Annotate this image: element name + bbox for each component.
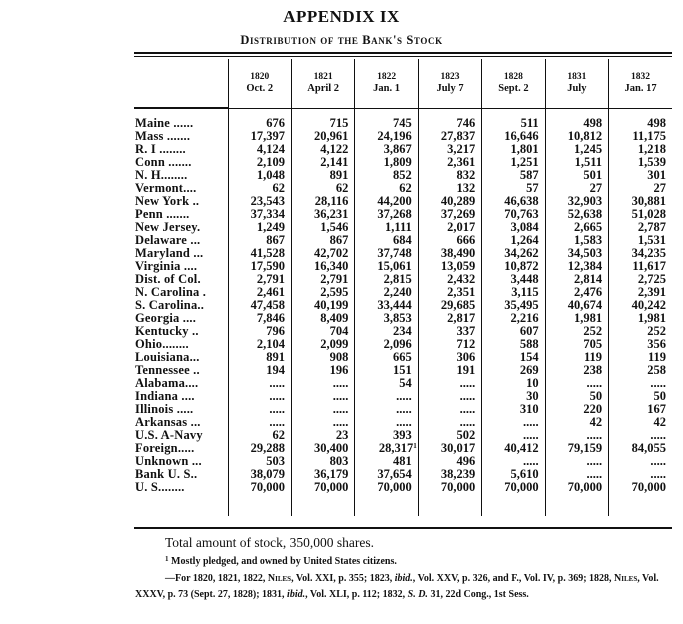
stock-value: 2,141: [320, 155, 349, 169]
stock-value: .....: [650, 454, 666, 468]
state-label: Maine ......: [135, 117, 194, 130]
stock-value: 46,638: [504, 194, 539, 208]
state-label: R. I ........: [135, 143, 186, 156]
stock-value: 29,685: [440, 298, 476, 312]
stock-value: .....: [332, 402, 349, 416]
stock-value: 11,175: [632, 129, 666, 143]
state-label: Conn .......: [135, 156, 192, 169]
state-label: Maryland ...: [135, 247, 204, 260]
stock-value: 40,289: [440, 194, 476, 208]
state-label: Penn .......: [135, 208, 190, 221]
stock-value: .....: [396, 402, 412, 416]
stock-value: 715: [329, 116, 349, 130]
stock-value: 2,791: [320, 272, 349, 286]
stock-value: 891: [329, 168, 349, 182]
stock-value: 511: [520, 116, 539, 130]
stock-value: 7,846: [256, 311, 285, 325]
stock-value: 37,268: [377, 207, 412, 221]
stock-value: 2,791: [256, 272, 285, 286]
stock-value: .....: [332, 376, 349, 390]
stock-value: 41,528: [250, 246, 285, 260]
state-label: Arkansas ...: [135, 416, 201, 429]
stock-value: 24,196: [377, 129, 412, 143]
source-citation-part: Niles: [614, 573, 638, 584]
stock-value: 62: [399, 181, 412, 195]
stock-value: 29,288: [250, 441, 285, 455]
stock-value: .....: [586, 454, 603, 468]
source-citation-part: Niles: [267, 573, 292, 584]
stock-value: 35,495: [504, 298, 539, 312]
stock-value: 301: [647, 168, 666, 182]
stock-value: 8,409: [320, 311, 349, 325]
stock-value: 745: [393, 116, 412, 130]
footnote-1: [165, 556, 397, 567]
stock-value: 2,595: [320, 285, 349, 299]
stock-value: 2,815: [383, 272, 412, 286]
source-citation-part: S. D.: [407, 589, 428, 600]
stock-value: 70,000: [440, 480, 476, 494]
stock-value: 119: [584, 350, 603, 364]
stock-value: 40,412: [504, 441, 539, 455]
stock-value: 12,384: [567, 259, 603, 273]
stock-value: 42: [589, 415, 603, 429]
stock-value: 50: [653, 389, 666, 403]
stock-value: 2,476: [573, 285, 603, 299]
stock-value: 27: [653, 181, 666, 195]
stock-value: 852: [393, 168, 412, 182]
stock-value: 28,317: [378, 441, 414, 455]
stock-value: 27: [589, 181, 603, 195]
stock-value: 151: [393, 363, 412, 377]
stock-value: 4,124: [256, 142, 285, 156]
stock-value: 3,217: [447, 142, 476, 156]
stock-value: 79,159: [567, 441, 603, 455]
stock-value: 167: [647, 402, 666, 416]
table-row: [134, 481, 672, 494]
stock-value: 2,099: [320, 337, 349, 351]
stock-value: 2,351: [447, 285, 476, 299]
stock-value: 588: [519, 337, 539, 351]
stock-value: 196: [329, 363, 349, 377]
column-header: [228, 59, 291, 108]
stock-value: 1,801: [510, 142, 539, 156]
stock-value: 191: [456, 363, 476, 377]
column-header: [609, 59, 672, 108]
stock-value: 2,240: [383, 285, 412, 299]
stock-value: .....: [269, 376, 285, 390]
state-label: Kentucky ..: [135, 325, 199, 338]
padding-cell: [482, 494, 545, 516]
stock-value: 23: [335, 428, 349, 442]
stock-value: 2,104: [256, 337, 285, 351]
stock-value: 30: [526, 389, 539, 403]
stock-value: 57: [526, 181, 539, 195]
appendix-title: APPENDIX IX: [283, 7, 400, 26]
stock-value: 132: [456, 181, 476, 195]
stock-value: 1,249: [256, 220, 285, 234]
column-date: Jan. 1: [373, 83, 400, 95]
stock-value: .....: [396, 415, 412, 429]
stock-value: 796: [266, 324, 285, 338]
state-label: Vermont....: [135, 182, 197, 195]
state-label: U. S........: [135, 481, 185, 494]
stock-value: 52,638: [567, 207, 603, 221]
stock-value: 62: [272, 428, 285, 442]
source-citation-part: , Vol. XXI, p. 355; 1823,: [291, 573, 395, 584]
stock-value: 503: [266, 454, 285, 468]
stock-value: .....: [650, 428, 666, 442]
stock-value: 32,903: [567, 194, 603, 208]
stock-value: 1,981: [637, 311, 666, 325]
separator-cell: [134, 108, 228, 117]
stock-value: 70,000: [250, 480, 285, 494]
state-label: Georgia ....: [135, 312, 197, 325]
stock-value: .....: [332, 415, 349, 429]
stock-value: .....: [650, 376, 666, 390]
column-header: [418, 59, 481, 108]
stock-value-cell: [418, 481, 481, 494]
stock-value: 33,444: [377, 298, 412, 312]
state-label: Dist. of Col.: [135, 273, 201, 286]
stock-value: 51,028: [631, 207, 666, 221]
column-date: April 2: [307, 83, 340, 95]
state-label: Foreign.....: [135, 442, 195, 455]
stock-value: 34,262: [504, 246, 539, 260]
padding-cell: [134, 494, 228, 516]
stock-value: 38,079: [250, 467, 285, 481]
state-label: Alabama....: [135, 377, 199, 390]
column-header: [291, 59, 354, 108]
stock-value: .....: [269, 402, 285, 416]
stock-value: 50: [589, 389, 603, 403]
stock-value: 16,646: [504, 129, 539, 143]
source-citation-part: , Vol. XLI, p. 112; 1832,: [305, 589, 408, 600]
stock-value: 70,000: [567, 480, 603, 494]
stock-value: 496: [456, 454, 476, 468]
stock-value: 154: [519, 350, 539, 364]
stock-value: 891: [266, 350, 285, 364]
top-double-rule: [134, 52, 672, 57]
state-label: Indiana ....: [135, 390, 195, 403]
stock-value: 30,400: [314, 441, 349, 455]
stock-value: 2,665: [573, 220, 603, 234]
stock-value: .....: [269, 415, 285, 429]
footnote-reference: 1: [413, 442, 417, 450]
table-body: [134, 108, 672, 516]
stock-value: 676: [266, 116, 285, 130]
stock-value: 23,543: [250, 194, 285, 208]
stock-value-cell: [291, 481, 354, 494]
stock-value: 803: [329, 454, 349, 468]
stock-value: .....: [586, 428, 603, 442]
column-header: [545, 59, 608, 108]
column-year: 1822: [377, 72, 397, 83]
stock-value: .....: [523, 415, 539, 429]
stock-value: 607: [519, 324, 539, 338]
stock-value: 220: [583, 402, 603, 416]
stock-value: 15,061: [377, 259, 412, 273]
table-subtitle: Distribution of the Bank's Stock: [240, 33, 443, 47]
stock-value: 70,000: [377, 480, 412, 494]
stock-value: 2,096: [383, 337, 412, 351]
source-citation-part: 31, 22d Cong., 1st Sess.: [427, 589, 529, 600]
stock-value: 38,239: [440, 467, 476, 481]
stock-value: 13,059: [440, 259, 476, 273]
stock-value-cell: [482, 481, 545, 494]
bank-stock-table: [134, 59, 672, 516]
stock-value: 30,017: [440, 441, 476, 455]
stock-value: 2,216: [510, 311, 539, 325]
stock-value: 2,432: [447, 272, 476, 286]
stock-value: 502: [456, 428, 476, 442]
column-year: 1821: [313, 72, 333, 83]
stock-value: 498: [583, 116, 603, 130]
stock-value: 481: [393, 454, 412, 468]
stock-value: 34,503: [567, 246, 603, 260]
stock-value: 1,539: [637, 155, 666, 169]
state-label: Unknown ...: [135, 455, 202, 468]
stock-value: 36,231: [314, 207, 349, 221]
stock-value: 1,531: [637, 233, 666, 247]
stock-value: 684: [393, 233, 412, 247]
padding-cell: [418, 494, 481, 516]
stock-value: .....: [459, 389, 476, 403]
stock-value: 234: [393, 324, 412, 338]
stock-value: 47,458: [250, 298, 285, 312]
column-year: 1823: [440, 72, 460, 83]
stock-value: .....: [459, 402, 476, 416]
stock-value: 70,000: [504, 480, 539, 494]
stock-value: 37,748: [377, 246, 412, 260]
state-label: Virginia ....: [135, 260, 198, 273]
stock-value: 30,881: [631, 194, 666, 208]
stock-value: .....: [586, 467, 603, 481]
stock-value: 11,617: [632, 259, 666, 273]
column-date: Jan. 17: [624, 83, 657, 95]
header-state-column: [134, 59, 228, 108]
stock-value: 4,122: [320, 142, 349, 156]
bottom-rule: [134, 527, 672, 529]
stock-value: 10,812: [567, 129, 603, 143]
state-label: New York ..: [135, 195, 200, 208]
stock-value: 258: [647, 363, 666, 377]
stock-value: 746: [456, 116, 476, 130]
stock-value: .....: [650, 467, 666, 481]
stock-value: 269: [519, 363, 539, 377]
footnote-1-text: Mostly pledged, and owned by United States citizens.: [171, 556, 397, 567]
stock-value: 40,674: [567, 298, 603, 312]
total-shares-line: Total amount of stock, 350,000 shares.: [165, 535, 375, 550]
stock-value: 356: [647, 337, 666, 351]
state-label: Delaware ...: [135, 234, 201, 247]
column-date: July: [567, 83, 587, 95]
stock-value: 37,654: [377, 467, 412, 481]
stock-value: 44,200: [377, 194, 412, 208]
stock-value: 28,116: [314, 194, 349, 208]
padding-cell: [609, 494, 672, 516]
state-label: Ohio........: [135, 338, 189, 351]
column-date: Sept. 2: [498, 83, 529, 95]
stock-value: 62: [272, 181, 285, 195]
stock-value: .....: [396, 389, 412, 403]
state-label: Mass .......: [135, 130, 191, 143]
stock-value: 10,872: [504, 259, 539, 273]
state-label: New Jersey.: [135, 221, 201, 234]
stock-value: 42: [653, 415, 666, 429]
stock-value: 2,391: [637, 285, 666, 299]
stock-value: 867: [266, 233, 285, 247]
sources-footnote: [135, 571, 675, 603]
stock-value: 5,610: [510, 467, 539, 481]
column-date: Oct. 2: [246, 83, 274, 95]
stock-value-cell: [609, 481, 672, 494]
column-year: 1831: [567, 72, 587, 83]
source-citation-part: —For 1820, 1821, 1822,: [165, 573, 268, 584]
stock-value: 70,000: [314, 480, 349, 494]
stock-value: .....: [523, 428, 539, 442]
stock-value: 238: [583, 363, 603, 377]
stock-value: 712: [456, 337, 476, 351]
stock-value: 705: [583, 337, 603, 351]
stock-value: .....: [459, 376, 476, 390]
column-header: [482, 59, 545, 108]
state-label: Tennessee ..: [135, 364, 200, 377]
stock-value: 1,111: [385, 220, 412, 234]
stock-value: 3,853: [383, 311, 412, 325]
padding-cell: [291, 494, 354, 516]
source-citation-part: ibid.: [287, 589, 306, 600]
column-year: 1832: [631, 72, 651, 83]
stock-value: 310: [519, 402, 539, 416]
stock-value: 2,361: [447, 155, 476, 169]
stock-value: 1,048: [256, 168, 285, 182]
state-label: N. Carolina .: [135, 286, 207, 299]
stock-value: 40,199: [314, 298, 349, 312]
stock-value: 1,583: [573, 233, 603, 247]
stock-value: 17,397: [250, 129, 285, 143]
column-year: 1828: [503, 72, 523, 83]
stock-value: 27,837: [440, 129, 476, 143]
stock-value: 587: [519, 168, 539, 182]
stock-value: 2,817: [447, 311, 476, 325]
footnote-1-mark: 1: [165, 555, 169, 563]
state-label: S. Carolina..: [135, 299, 205, 312]
stock-value: 1,511: [574, 155, 603, 169]
stock-value: .....: [269, 389, 285, 403]
stock-value: 337: [456, 324, 476, 338]
stock-value: 37,334: [250, 207, 285, 221]
stock-value: 704: [329, 324, 349, 338]
stock-value: 42,702: [314, 246, 349, 260]
column-header: [355, 59, 418, 108]
stock-value: 1,251: [510, 155, 539, 169]
stock-value: 832: [456, 168, 476, 182]
stock-value: 2,787: [637, 220, 666, 234]
padding-cell: [228, 494, 291, 516]
stock-value: 3,084: [510, 220, 539, 234]
stock-value-cell: [545, 481, 608, 494]
stock-value-cell: [228, 481, 291, 494]
stock-value: .....: [586, 376, 603, 390]
state-label: U.S. A-Navy: [135, 429, 203, 442]
stock-value: 16,340: [314, 259, 349, 273]
table-header-row: [134, 59, 672, 108]
stock-value: 38,490: [440, 246, 476, 260]
stock-value: 194: [266, 363, 285, 377]
stock-value: 2,461: [256, 285, 285, 299]
stock-value: 40,242: [631, 298, 666, 312]
stock-value: 498: [647, 116, 666, 130]
state-label: N. H........: [135, 169, 188, 182]
padding-cell: [355, 494, 418, 516]
stock-value: 393: [393, 428, 412, 442]
column-date: July 7: [436, 83, 464, 95]
stock-value: .....: [523, 454, 539, 468]
stock-value: 3,867: [383, 142, 412, 156]
state-label: Illinois .....: [135, 403, 194, 416]
stock-value: 908: [329, 350, 349, 364]
source-citation-part: , Vol. XXV, p. 326, and F., Vol. IV, p. 369; 1828,: [412, 573, 615, 584]
stock-value: 666: [456, 233, 476, 247]
stock-value: 2,725: [637, 272, 666, 286]
stock-value: .....: [332, 389, 349, 403]
stock-value: 867: [329, 233, 349, 247]
stock-value: 252: [583, 324, 603, 338]
stock-value: 252: [647, 324, 666, 338]
stock-value: 20,961: [314, 129, 349, 143]
stock-value: .....: [459, 415, 476, 429]
stock-value-cell: [355, 481, 418, 494]
stock-value: 70,763: [504, 207, 539, 221]
stock-value: 34,235: [631, 246, 666, 260]
stock-value: 665: [393, 350, 412, 364]
stock-value: 37,269: [440, 207, 476, 221]
stock-value: 10: [526, 376, 539, 390]
stock-value: 70,000: [631, 480, 666, 494]
state-label: Louisiana...: [135, 351, 200, 364]
stock-value: 54: [399, 376, 412, 390]
stock-value: 501: [583, 168, 603, 182]
column-year: 1820: [250, 72, 270, 83]
stock-value: 3,115: [511, 285, 539, 299]
stock-value: 1,245: [573, 142, 603, 156]
stock-value: 2,017: [447, 220, 476, 234]
source-citation-part: , Vol. XXXV, p. 73 (Sept. 27, 1828); 1831,: [135, 573, 659, 600]
stock-value: 1,264: [510, 233, 539, 247]
stock-value: 1,809: [383, 155, 412, 169]
stock-value: 62: [335, 181, 349, 195]
stock-value: 306: [456, 350, 476, 364]
stock-value: 1,546: [320, 220, 349, 234]
stock-value: 36,179: [314, 467, 349, 481]
stock-value: 1,981: [573, 311, 603, 325]
stock-value: 17,590: [250, 259, 285, 273]
state-label: Bank U. S..: [135, 468, 198, 481]
stock-value: 2,814: [573, 272, 603, 286]
stock-value: 119: [647, 350, 666, 364]
stock-value: 2,109: [256, 155, 285, 169]
stock-value: 3,448: [510, 272, 539, 286]
stock-value: 1,218: [637, 142, 666, 156]
padding-cell: [545, 494, 608, 516]
table-bottom-padding: [134, 494, 672, 516]
source-citation-part: ibid.: [394, 573, 413, 584]
stock-value: 84,055: [631, 441, 666, 455]
